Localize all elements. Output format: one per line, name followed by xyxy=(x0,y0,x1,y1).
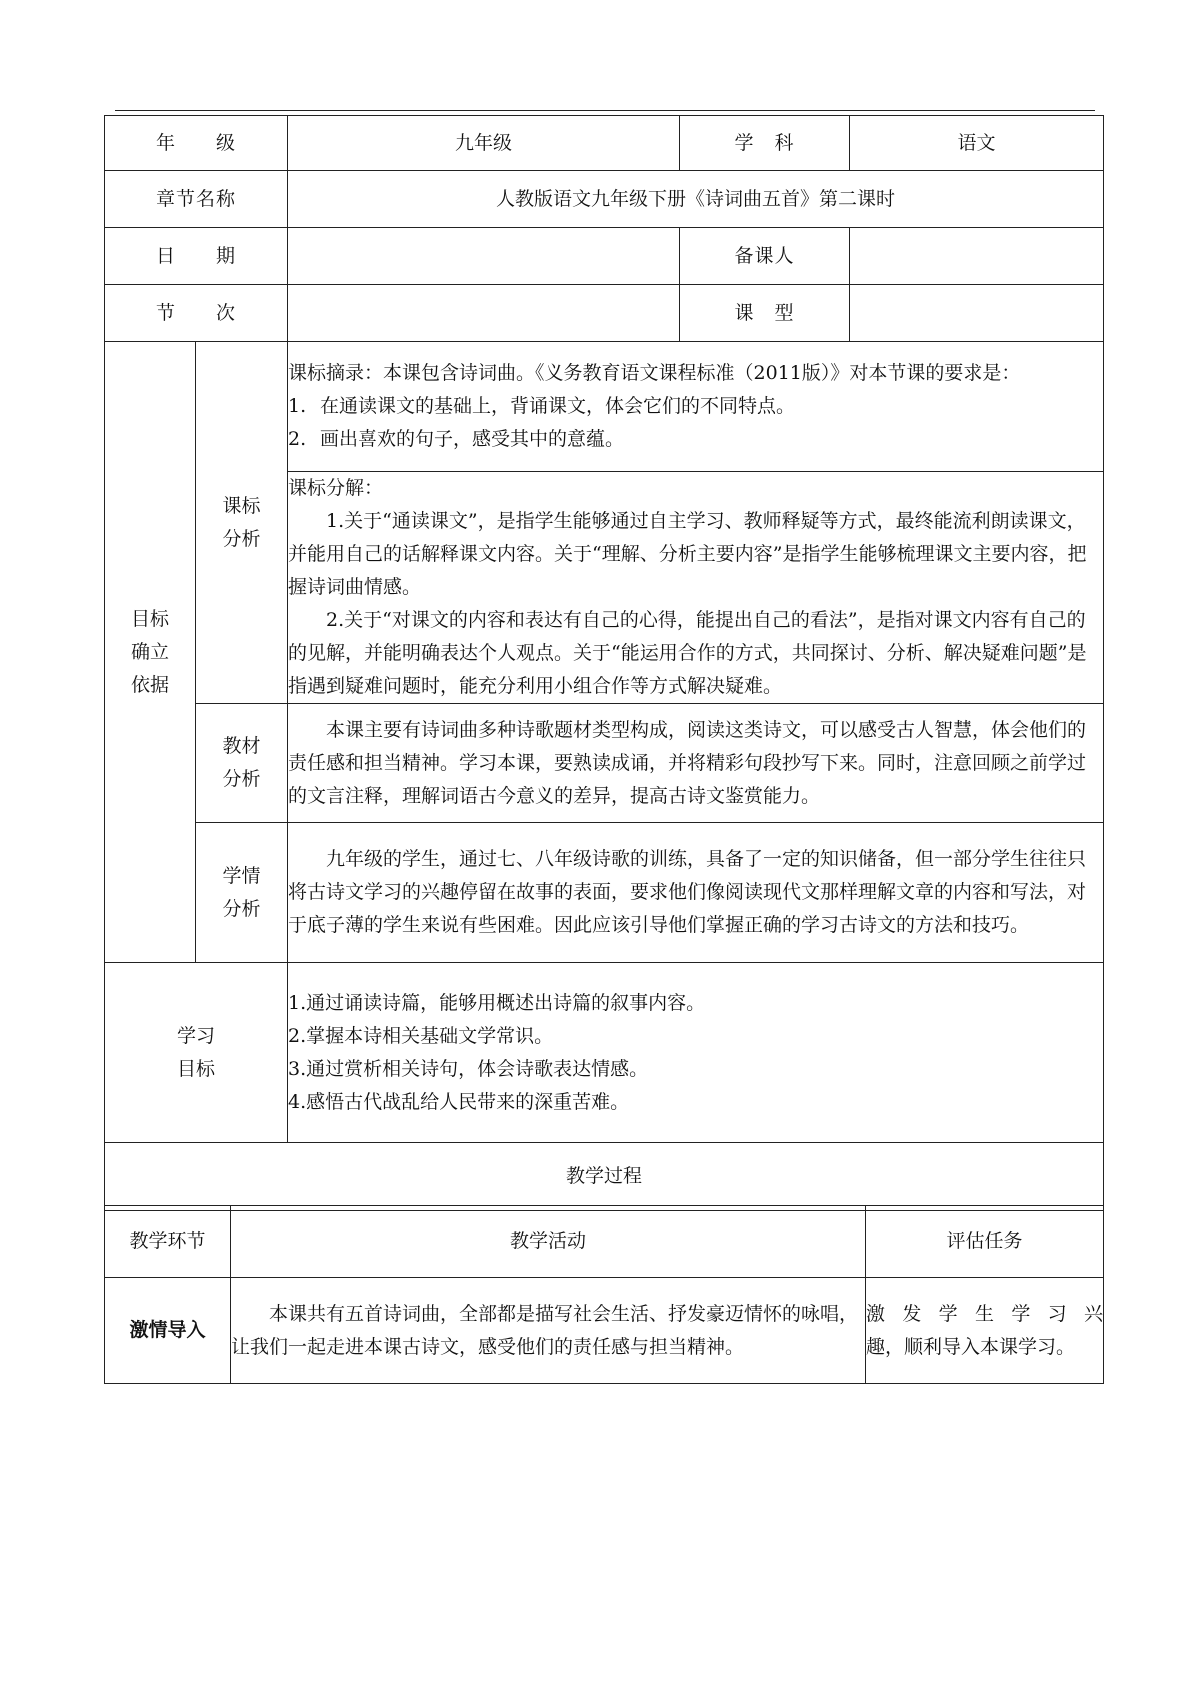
excerpt-item-text: 画出喜欢的句子，感受其中的意蕴。 xyxy=(320,428,625,450)
lesson-plan-table xyxy=(104,115,1104,1211)
process-assessment xyxy=(866,1278,1104,1384)
chapter-value: 人教版语文九年级下册《诗词曲五首》第二课时 xyxy=(288,171,1104,228)
period-value xyxy=(288,285,680,342)
col-activity-header: 教学活动 xyxy=(231,1206,866,1278)
process-stage: 激情导入 xyxy=(105,1278,231,1384)
grade-row xyxy=(105,116,1104,171)
col-assess-header: 评估任务 xyxy=(866,1206,1104,1278)
date-label: 日 期 xyxy=(105,228,288,285)
curriculum-label-line: 课标 xyxy=(222,494,261,517)
goal-item: 2.掌握本诗相关基础文学常识。 xyxy=(288,1024,554,1047)
excerpt-item-text: 在通读课文的基础上，背诵课文，体会它们的不同特点。 xyxy=(320,395,796,417)
excerpt-intro: 课标摘录：本课包含诗词曲。《义务教育语文课程标准（2011版）》对本节课的要求是： xyxy=(288,362,1021,384)
process-table xyxy=(104,1205,1104,1384)
process-activity: 本课共有五首诗词曲，全部都是描写社会生活、抒发豪迈情怀的咏唱，让我们一起走进本课古诗文，感受他们的责任感与担当精神。 xyxy=(231,1278,866,1384)
goals-row xyxy=(105,963,1104,1143)
process-header-row xyxy=(105,1206,1104,1278)
excerpt-item-number: 1. xyxy=(288,395,307,417)
breakdown-item: 2.关于“对课文的内容和表达有自己的心得，能提出自己的看法”，是指对课文内容有自己的的见解，并能明确表达个人观点。关于“能运用合作的方式，共同探讨、分析、解决疑难问题”是指遇到疑难问题时，能充分利用小组合作等方式解决疑难。 xyxy=(288,609,1087,697)
process-title-row xyxy=(105,1143,1104,1211)
period-label: 节 次 xyxy=(105,285,288,342)
textbook-label-line: 分析 xyxy=(222,768,261,790)
curriculum-label xyxy=(196,342,288,704)
students-label xyxy=(196,823,288,963)
curriculum-excerpt-row xyxy=(105,342,1104,472)
goals-label-line: 目标 xyxy=(177,1057,216,1080)
basis-label-line: 确立 xyxy=(130,640,169,663)
grade-value: 九年级 xyxy=(288,116,680,171)
goal-item: 3.通过赏析相关诗句，体会诗歌表达情感。 xyxy=(288,1057,649,1080)
students-analysis: 九年级的学生，通过七、八年级诗歌的训练，具备了一定的知识储备，但一部分学生往往只将古诗文学习的兴趣停留在故事的表面，要求他们像阅读现代文那样理解文章的内容和写法，对于底子薄的学生来说有些困难。因此应该引导他们掌握正确的学习古诗文的方法和技巧。 xyxy=(288,823,1104,963)
students-label-line: 分析 xyxy=(222,897,261,920)
preparer-value xyxy=(850,228,1104,285)
curriculum-breakdown xyxy=(288,472,1104,704)
basis-label xyxy=(105,342,196,963)
textbook-row xyxy=(105,704,1104,823)
chapter-label: 章节名称 xyxy=(105,171,288,228)
preparer-label: 备课人 xyxy=(680,228,850,285)
students-row xyxy=(105,823,1104,963)
type-value xyxy=(850,285,1104,342)
chapter-row xyxy=(105,171,1104,228)
assessment-line: 激发学生学习兴 xyxy=(866,1302,1103,1325)
curriculum-label-line: 分析 xyxy=(222,527,261,550)
goal-item: 4.感悟古代战乱给人民带来的深重苦难。 xyxy=(288,1090,630,1113)
textbook-analysis: 本课主要有诗词曲多种诗歌题材类型构成，阅读这类诗文，可以感受古人智慧，体会他们的责任感和担当精神。学习本课，要熟读成诵，并将精彩句段抄写下来。同时，注意回顾之前学过的文言注释，理解词语古今意义的差异，提高古诗文鉴赏能力。 xyxy=(288,704,1104,823)
goals-label-line: 学习 xyxy=(177,1024,216,1047)
goals-label xyxy=(105,963,288,1143)
breakdown-title: 课标分解： xyxy=(288,477,384,499)
textbook-label-line: 教材 xyxy=(222,735,261,757)
assessment-line: 趣，顺利导入本课学习。 xyxy=(866,1335,1076,1358)
excerpt-item xyxy=(288,390,1103,423)
period-row xyxy=(105,285,1104,342)
type-label: 课 型 xyxy=(680,285,850,342)
col-stage-header: 教学环节 xyxy=(105,1206,231,1278)
textbook-label xyxy=(196,704,288,823)
breakdown-item: 1.关于“通读课文”，是指学生能够通过自主学习、教师释疑等方式，最终能流利朗读课文，并能用自己的话解释课文内容。关于“理解、分析主要内容”是指学生能够梳理课文主要内容，把握诗词曲情感。 xyxy=(288,510,1087,598)
basis-label-line: 依据 xyxy=(130,673,169,696)
curriculum-excerpt xyxy=(288,342,1104,472)
goals-list xyxy=(288,963,1104,1143)
process-title: 教学过程 xyxy=(105,1143,1104,1211)
basis-label-line: 目标 xyxy=(130,607,169,630)
subject-value: 语文 xyxy=(850,116,1104,171)
date-row xyxy=(105,228,1104,285)
goal-item: 1.通过诵读诗篇，能够用概述出诗篇的叙事内容。 xyxy=(288,991,706,1014)
students-label-line: 学情 xyxy=(222,864,261,887)
grade-label: 年 级 xyxy=(105,116,288,171)
subject-label: 学 科 xyxy=(680,116,850,171)
header-rule xyxy=(115,110,1095,111)
excerpt-item xyxy=(288,423,1103,456)
process-row xyxy=(105,1278,1104,1384)
date-value xyxy=(288,228,680,285)
excerpt-item-number: 2. xyxy=(288,428,307,450)
